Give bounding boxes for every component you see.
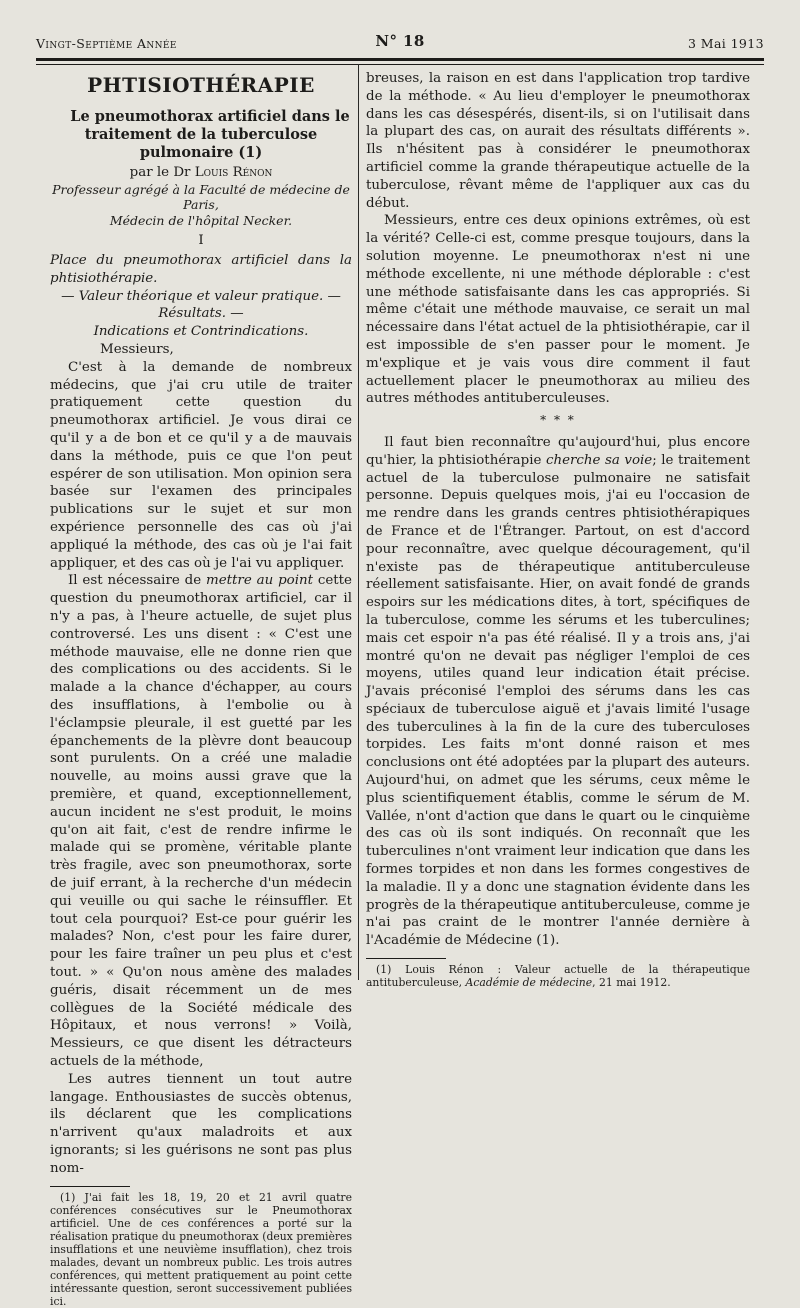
running-header bbox=[36, 32, 764, 56]
header-issue: N° 18 bbox=[375, 32, 425, 50]
affiliation-2: Médecin de l'hôpital Necker. bbox=[109, 212, 293, 228]
affiliation-1: Professeur agrégé à la Faculté de médecine de Paris, bbox=[52, 181, 350, 213]
subheading-3: Indications et Contrindications. bbox=[93, 324, 309, 340]
right-footnote-emphasis: Académie de médecine bbox=[465, 976, 593, 990]
left-paragraph-2-rest: cette question du pneumothorax artificiel, car il n'y a pas, à l'heure actuelle, de sujet plus controversé. Les uns disent : « C'est une méthode mauvaise, elle ne donne rien que des complications ou des accidents. Si le malade a la chance d'échapper, au cours des insufflations, à l'embolie ou à l'éclampsie pleurale, il est guetté par les épanchements de la plèvre dont beaucoup sont purulents. On a créé une maladie nouvelle, au moins aussi grave que la première, et quand, exceptionnellement, aucun incident ne s'est produit, le moins qu'on ait fait, c'est de rendre infirme le malade qui se promène, véritable plante très fragile, avec son pneumothorax, sorte de juif errant, à la recherche d'un médecin qui veuille ou qui sache le réinsuffler. Et tout cela pourquoi? Est-ce pour guérir les malades? Non, c'est pour les faire durer, pour les faire traîner un peu plus et c'est tout. » « Qu'on nous amène des malades guéris, disait récemment un de mes collègues de la Société médicale des Hôpitaux, et nous verrons! » Voilà, Messieurs, ce que disent les détracteurs actuels de la méthode, bbox=[50, 573, 352, 1069]
left-column bbox=[50, 70, 352, 1308]
footnote-rule bbox=[366, 958, 446, 959]
right-paragraph-3-emphasis: cherche sa voie bbox=[545, 452, 653, 468]
left-paragraph-3: Les autres tiennent un tout autre langage. Enthousiastes de succès obtenus, ils déclarent que les complications n'arrivent qu'aux maladroits et aux ignorants; si les guérisons ne sont pas plus nom- bbox=[50, 1071, 352, 1176]
author-prefix: par le Dr bbox=[129, 165, 191, 180]
subheading-2: — Valeur théorique et valeur pratique. — Résultats. — bbox=[61, 288, 341, 322]
article-title: Le pneumothorax artificiel dans le traitement de la tuberculose pulmonaire (1) bbox=[70, 108, 350, 161]
left-paragraph-2-emphasis: mettre au point bbox=[206, 573, 313, 589]
right-footnote bbox=[366, 963, 750, 989]
subheading-1: Place du pneumothorax artificiel dans la phtisiothérapie. bbox=[50, 253, 352, 286]
right-paragraph-1: breuses, la raison en est dans l'application trop tardive de la méthode. « Au lieu d'employer le pneumothorax dans les cas désespérés, disent-ils, si on l'utilisait dans la plupart des cas, on aurait des résultats différents ». Ils n'hésitent pas à considérer le pneumothorax artificiel comme la grande thérapeutique actuelle de la tuberculose, rêvant même de l'appliquer aux cas du début. bbox=[366, 71, 750, 211]
author-line bbox=[50, 164, 352, 182]
right-footnote-rest: , 21 mai 1912. bbox=[592, 976, 671, 990]
salutation: Messieurs, bbox=[100, 342, 174, 358]
header-rule bbox=[36, 58, 764, 65]
section-title: PHTISIOTHÉRAPIE bbox=[87, 73, 315, 97]
right-footnote-start: (1) Louis Rénon : Valeur actuelle de la thérapeutique antituberculeuse, bbox=[366, 963, 750, 990]
right-column bbox=[366, 70, 750, 994]
part-numeral: I bbox=[198, 233, 204, 249]
footnote-rule bbox=[50, 1186, 130, 1187]
right-paragraph-2: Messieurs, entre ces deux opinions extrêmes, où est la vérité? Celle-ci est, comme presque toujours, dans la solution moyenne. Le pneumothorax n'est ni une méthode excellente, ni une méthode déplorable : c'est une méthode satisfaisante dans les cas appropriés. Si même c'était une méthode mauvaise, ce serait un mal nécessaire dans l'état actuel de la phtisiothérapie, car il est impossible de s'en passer pour le moment. Je m'explique et je vais vous dire comment il faut actuellement placer le pneumothorax au milieu des autres méthodes antituberculeuses. bbox=[366, 213, 750, 407]
left-footnote: (1) J'ai fait les 18, 19, 20 et 21 avril quatre conférences consécutives sur le Pneumothorax artificiel. Une de ces conférences a porté sur la réalisation pratique du pneumothorax (deux premières insufflations et une neuvième insufflation), chez trois malades, devant un nombreux public. Les trois autres conférences, qui mettent pratiquement au point cette intéressante question, seront successivement publiées ici. bbox=[50, 1190, 352, 1308]
section-separator: * * * bbox=[540, 413, 576, 428]
author-name: Louis Rénon bbox=[194, 165, 273, 180]
column-divider bbox=[358, 64, 359, 980]
header-date: 3 Mai 1913 bbox=[688, 36, 764, 51]
header-volume: Vingt-Septième Année bbox=[36, 36, 177, 51]
right-paragraph-3 bbox=[366, 434, 750, 950]
right-paragraph-3-start: Il faut bien reconnaître qu'aujourd'hui, plus encore qu'hier, la phtisiothérapie bbox=[366, 434, 750, 468]
left-paragraph-2-start: Il est nécessaire de bbox=[68, 573, 202, 589]
right-paragraph-3-rest: ; le traitement actuel de la tuberculose pulmonaire ne satisfait personne. Depuis quelques mois, j'ai eu l'occasion de me rendre dans les grands centres phtisiothérapiques de France et de l'Étranger. Partout, on est d'accord pour reconnaître, avec quelque découragement, qu'il n'existe pas de thérapeutique antituberculeuse réellement satisfaisante. Hier, on avait fondé de grands espoirs sur les médications dites, à tort, spécifiques de la tuberculose, comme les sérums et les tuberculines; mais cet espoir n'a pas été réalisé. Il y a trois ans, j'ai montré qu'on ne devait pas négliger l'emploi de ces moyens, utiles quand leur indication était précise. J'avais préconisé l'emploi des sérums dans les cas spéciaux de tuberculose aiguë et j'avais limité l'usage des tuberculines à la fin de la cure des tuberculoses torpides. Les faits m'ont donné raison et mes conclusions ont été adoptées par la plupart des auteurs. Aujourd'hui, on admet que les sérums, ceux même le plus scientifiquement établis, comme le sérum de M. Vallée, n'ont d'action que dans le quart ou le cinquième des cas où ils sont indiqués. On reconnaît que les tuberculines n'ont vraiment leur indication que dans les formes torpides et non dans les formes congestives de la maladie. Il y a donc une stagnation évidente dans les progrès de la thérapeutique antituberculeuse, comme je n'ai pas craint de le montrer l'année dernière à l'Académie de Médecine (1). bbox=[366, 452, 750, 949]
left-paragraph-2 bbox=[50, 572, 352, 1070]
left-paragraph-1: C'est à la demande de nombreux médecins, que j'ai cru utile de traiter pratiquement cette question du pneumothorax artificiel. Je vous dirai ce qu'il y a de bon et ce qu'il y a de mauvais dans la méthode, puis ce que l'on peut espérer de son utilisation. Mon opinion sera basée sur l'examen des principales publications sur le sujet et sur mon expérience personnelle des cas où j'ai appliqué la méthode, des cas où je l'ai fait appliquer, et des cas où je l'ai vu appliquer. bbox=[50, 359, 352, 571]
